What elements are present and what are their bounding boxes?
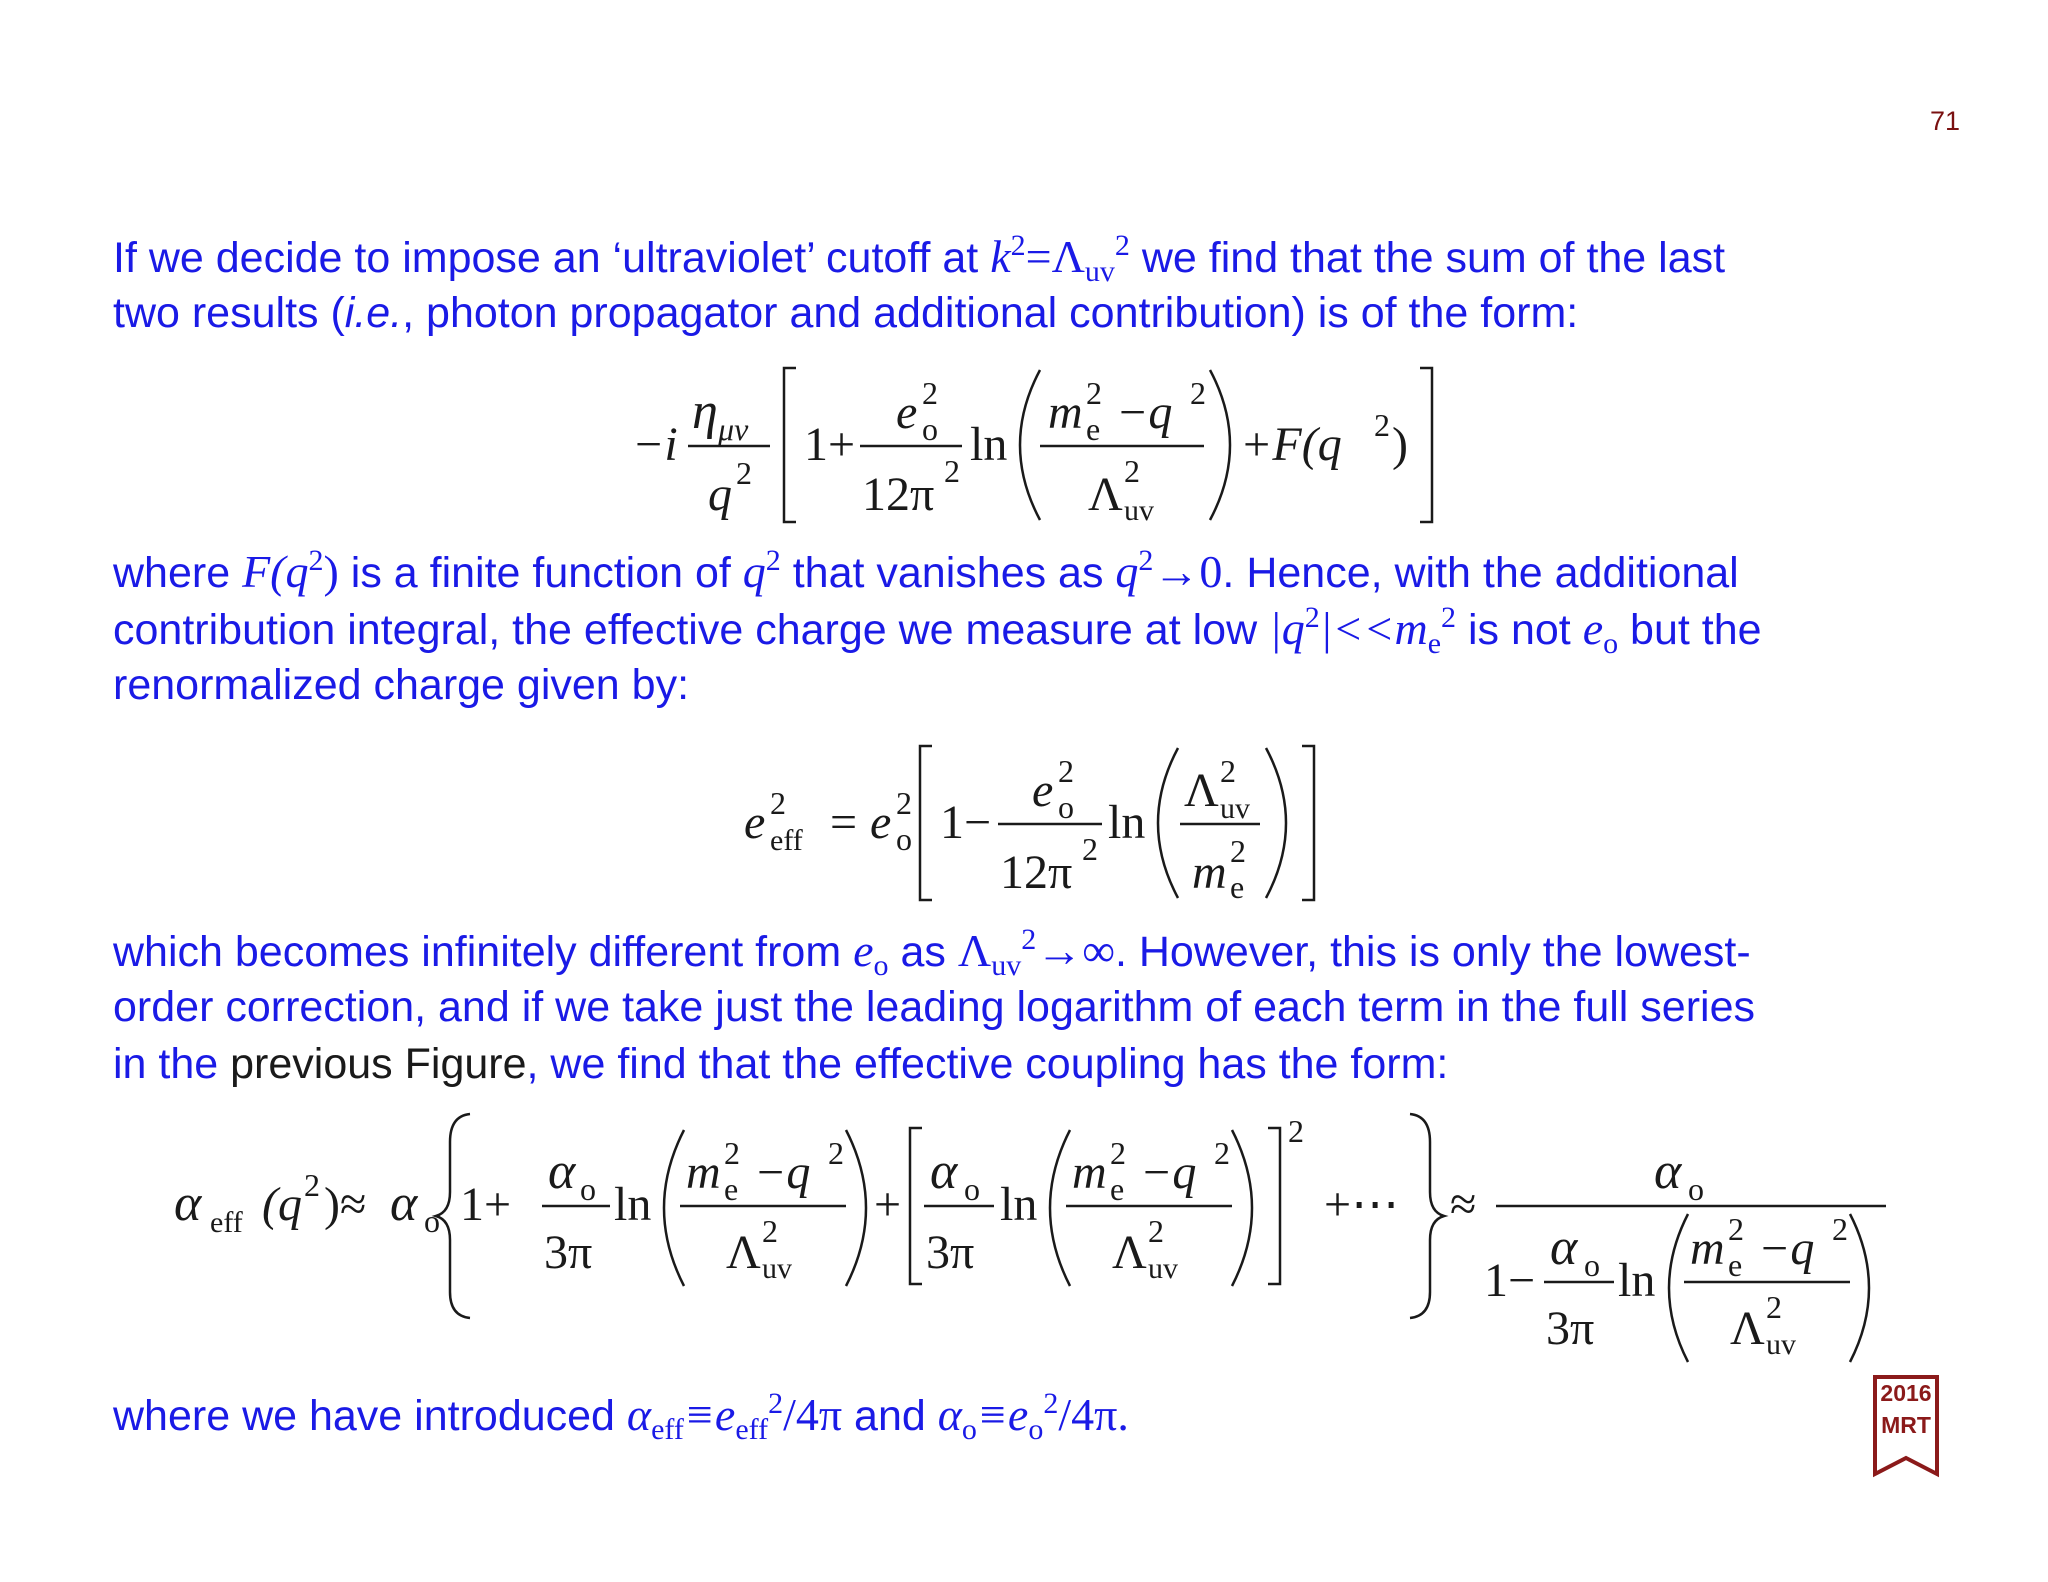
eq-minus-q: −q [754, 1146, 811, 1199]
text: , photon propagator and additional contribution) is of the form: [402, 289, 1579, 337]
eq-ln: ln [970, 418, 1008, 471]
eq-sub-o: o [1688, 1171, 1704, 1207]
eq-twelve-pi: 12π [1000, 846, 1073, 899]
eq-m: m [1048, 386, 1083, 439]
eq-exp: 2 [1058, 753, 1074, 789]
eq-sub-o: o [964, 1171, 980, 1207]
eq-right-brace [1410, 1114, 1444, 1318]
eq-alpha: α [390, 1175, 418, 1232]
eq-exp: 2 [1230, 833, 1246, 869]
math-e: e [853, 925, 874, 976]
math-equiv: ≡e [976, 1389, 1029, 1440]
text: order correction, and if we take just the leading logarithm of each term in the full series [113, 983, 1755, 1031]
eq-m: m [1072, 1146, 1107, 1199]
eq-sub-uv: uv [1148, 1252, 1178, 1285]
math-uv: uv [991, 949, 1022, 982]
eq-minus-i: −i [632, 418, 678, 471]
eq-left-paren [1020, 370, 1040, 520]
eq-eta: η [692, 383, 718, 440]
equation-propagator [600, 360, 1480, 530]
eq-exp: 2 [724, 1135, 740, 1171]
eq-exp: 2 [1766, 1289, 1782, 1325]
eq-lambda: Λ [1730, 1302, 1765, 1355]
eq-e: e [1032, 764, 1054, 817]
eq-exp: 2 [1832, 1211, 1848, 1247]
eq-right-bracket [1420, 368, 1432, 522]
text: but the [1618, 606, 1762, 654]
text-previous-figure: previous Figure [230, 1040, 527, 1088]
math-sub: o [1603, 627, 1619, 660]
eq-sub-o: o [896, 821, 912, 857]
math-k: k [990, 231, 1011, 282]
math-close: ) [323, 546, 339, 597]
text: contribution integral, the effective charge we measure at low [113, 606, 1270, 654]
eq-exp: 2 [304, 1167, 320, 1203]
eq-close-paren: ) [1392, 418, 1408, 471]
eq-sub-eff: eff [210, 1206, 243, 1239]
eq-open-q: (q [262, 1178, 302, 1231]
eq-ln: ln [1000, 1178, 1038, 1231]
eq-alpha: α [174, 1175, 202, 1232]
eq-one-minus: 1− [940, 796, 992, 849]
math-sub: eff [735, 1413, 769, 1446]
eq-sub-o: o [1058, 789, 1074, 825]
eq-right-paren [1266, 748, 1286, 898]
eq-lambda: Λ [726, 1226, 761, 1279]
eq-right-paren [1232, 1130, 1252, 1286]
eq-left-paren [1050, 1130, 1070, 1286]
eq-exp: 2 [736, 455, 752, 491]
eq-ln: ln [1108, 796, 1146, 849]
eq-plus-dots: +⋯ [1324, 1178, 1400, 1231]
math-period: . [1117, 1389, 1129, 1440]
math-equiv: ≡e [683, 1389, 736, 1440]
mrt-badge [1872, 1374, 1940, 1478]
math-exp: 2 [1043, 1387, 1059, 1420]
math-sub: e [1427, 627, 1442, 660]
math-e: e [1582, 603, 1604, 654]
equation-running-coupling [170, 1108, 1910, 1370]
eq-one-plus: 1+ [804, 418, 856, 471]
eq-three-pi: 3π [1546, 1302, 1595, 1355]
eq-sub-o: o [580, 1171, 596, 1207]
text: we find that the sum of the last [1129, 234, 1726, 282]
math-arrow: →∞ [1036, 925, 1115, 976]
eq-alpha: α [548, 1143, 576, 1200]
text: where we have introduced [113, 1392, 627, 1440]
eq-right-paren [846, 1130, 866, 1286]
page-number: 71 [1929, 106, 1960, 136]
text: which becomes infinitely different from [113, 928, 854, 976]
eq-exp: 2 [896, 785, 912, 821]
eq-right-paren [1210, 370, 1230, 520]
text: is not [1456, 606, 1583, 654]
text-ie: i.e. [344, 289, 403, 337]
eq-lambda: Λ [1184, 764, 1219, 817]
eq-sub-e: e [1728, 1247, 1743, 1283]
math-q: q [1115, 546, 1139, 597]
text: , we find that the effective coupling has the form: [526, 1040, 1449, 1088]
eq-q: q [708, 468, 732, 521]
eq-equals: = [830, 796, 858, 849]
math-over: /4π [783, 1389, 843, 1440]
badge-year: 2016 [1880, 1380, 1932, 1406]
math-exp: 2 [1010, 229, 1026, 262]
eq-exp: 2 [828, 1135, 844, 1171]
text: . However, this is only the lowest- [1114, 928, 1751, 976]
eq-right-paren [1850, 1214, 1869, 1362]
math-q: q [742, 546, 766, 597]
text: two results ( [113, 289, 345, 337]
eq-exp: 2 [770, 785, 786, 821]
eq-exp: 2 [762, 1213, 778, 1249]
text: in the [113, 1040, 231, 1088]
eq-e: e [896, 386, 918, 439]
eq-left-bracket [910, 1128, 922, 1284]
paragraph-finite-line1 [113, 543, 1739, 602]
math-sub: eff [651, 1413, 684, 1446]
math-over: /4π [1058, 1389, 1118, 1440]
paragraph-cutoff-line2 [113, 285, 1578, 342]
eq-approx: )≈ [324, 1178, 367, 1231]
math-alpha: α [626, 1389, 652, 1440]
eq-left-paren [1158, 748, 1178, 898]
math-exp: 2 [765, 544, 781, 577]
math-lambda: Λ [957, 925, 992, 976]
eq-ln: ln [1618, 1254, 1656, 1307]
eq-alpha: α [1654, 1143, 1682, 1200]
math-exp: 2 [308, 544, 324, 577]
eq-m: m [1192, 846, 1227, 899]
text: renormalized charge given by: [113, 661, 690, 709]
eq-left-paren [664, 1130, 684, 1286]
paragraph-finite-line2 [113, 600, 1762, 659]
eq-sub-e: e [1086, 411, 1101, 447]
eq-sub-e: e [724, 1171, 739, 1207]
math-exp: 2 [1138, 544, 1154, 577]
math-arrow: →0 [1153, 546, 1223, 597]
eq-approx: ≈ [1450, 1178, 1477, 1231]
eq-lambda: Λ [1112, 1226, 1147, 1279]
eq-sub-uv: uv [1766, 1328, 1796, 1361]
eq-exp: 2 [1124, 453, 1140, 489]
text: . Hence, with the additional [1222, 549, 1739, 597]
eq-sub-eff: eff [770, 824, 803, 857]
eq-sub-uv: uv [762, 1252, 792, 1285]
eq-sub-e: e [1230, 869, 1245, 905]
text: and [842, 1392, 938, 1440]
math-sub: o [1028, 1413, 1044, 1446]
equation-effective-charge [730, 738, 1350, 908]
paragraph-cutoff-line1 [113, 228, 1725, 287]
eq-exp: 2 [1288, 1113, 1304, 1149]
eq-e: e [870, 796, 892, 849]
paragraph-diverge-line2 [113, 979, 1755, 1036]
eq-exp: 2 [1110, 1135, 1126, 1171]
math-q: |q [1269, 603, 1305, 654]
math-exp: 2 [1304, 601, 1320, 634]
eq-minus-q: −q [1140, 1146, 1197, 1199]
eq-exp: 2 [1374, 407, 1390, 443]
math-F: F(q [242, 546, 309, 597]
paragraph-definitions [113, 1386, 1129, 1445]
math-exp: 2 [1441, 601, 1457, 634]
math-alpha: α [937, 1389, 962, 1440]
eq-minus-q: −q [1116, 386, 1173, 439]
eq-sub-o: o [922, 411, 938, 447]
paragraph-diverge-line1 [113, 922, 1751, 981]
eq-exp: 2 [1190, 375, 1206, 411]
eq-right-bracket [1268, 1128, 1280, 1284]
eq-exp: 2 [922, 375, 938, 411]
math-sub: o [873, 949, 889, 982]
math-exp: 2 [1114, 229, 1130, 262]
eq-m: m [1690, 1222, 1725, 1275]
badge-initials: MRT [1881, 1412, 1931, 1438]
eq-exp: 2 [944, 453, 960, 489]
eq-sub-uv: uv [1124, 494, 1154, 527]
eq-eta-sub: μν [718, 411, 749, 447]
eq-exp: 2 [1214, 1135, 1230, 1171]
eq-alpha: α [930, 1143, 958, 1200]
eq-minus-q: −q [1758, 1222, 1815, 1275]
eq-e: e [744, 796, 766, 849]
text: where [113, 549, 243, 597]
eq-exp: 2 [1086, 375, 1102, 411]
eq-ln: ln [614, 1178, 652, 1231]
math-sub: o [961, 1413, 977, 1446]
eq-lambda: Λ [1088, 468, 1123, 521]
eq-alpha: α [1550, 1219, 1578, 1276]
eq-one-plus: 1+ [460, 1178, 512, 1231]
eq-left-bracket [920, 746, 932, 900]
eq-plus: + [874, 1178, 902, 1231]
eq-sub-uv: uv [1220, 792, 1250, 825]
eq-three-pi: 3π [544, 1226, 593, 1279]
text: If we decide to impose an ‘ultraviolet’ cutoff at [113, 234, 991, 282]
eq-twelve-pi: 12π [862, 468, 935, 521]
eq-exp: 2 [1220, 753, 1236, 789]
paragraph-finite-line3 [113, 657, 689, 714]
math-lambda: =Λ [1025, 231, 1085, 282]
math-exp: 2 [1021, 923, 1037, 956]
eq-m: m [686, 1146, 721, 1199]
math-ll: |<<m [1319, 603, 1428, 654]
text: that vanishes as [780, 549, 1116, 597]
math-exp: 2 [768, 1387, 784, 1420]
eq-exp: 2 [1728, 1211, 1744, 1247]
paragraph-diverge-line3 [113, 1036, 1448, 1093]
eq-left-bracket [784, 368, 796, 522]
eq-right-bracket [1302, 746, 1314, 900]
eq-exp: 2 [1148, 1213, 1164, 1249]
eq-sub-o: o [1584, 1247, 1600, 1283]
eq-plus-F: +F(q [1240, 418, 1342, 471]
eq-exp: 2 [1082, 831, 1098, 867]
eq-one-minus: 1− [1484, 1254, 1536, 1307]
eq-sub-e: e [1110, 1171, 1125, 1207]
eq-left-paren [1669, 1214, 1688, 1362]
eq-sub-o: o [424, 1203, 440, 1239]
text: is a finite function of [338, 549, 743, 597]
math-uv: uv [1084, 255, 1115, 288]
eq-three-pi: 3π [926, 1226, 975, 1279]
text: as [888, 928, 958, 976]
